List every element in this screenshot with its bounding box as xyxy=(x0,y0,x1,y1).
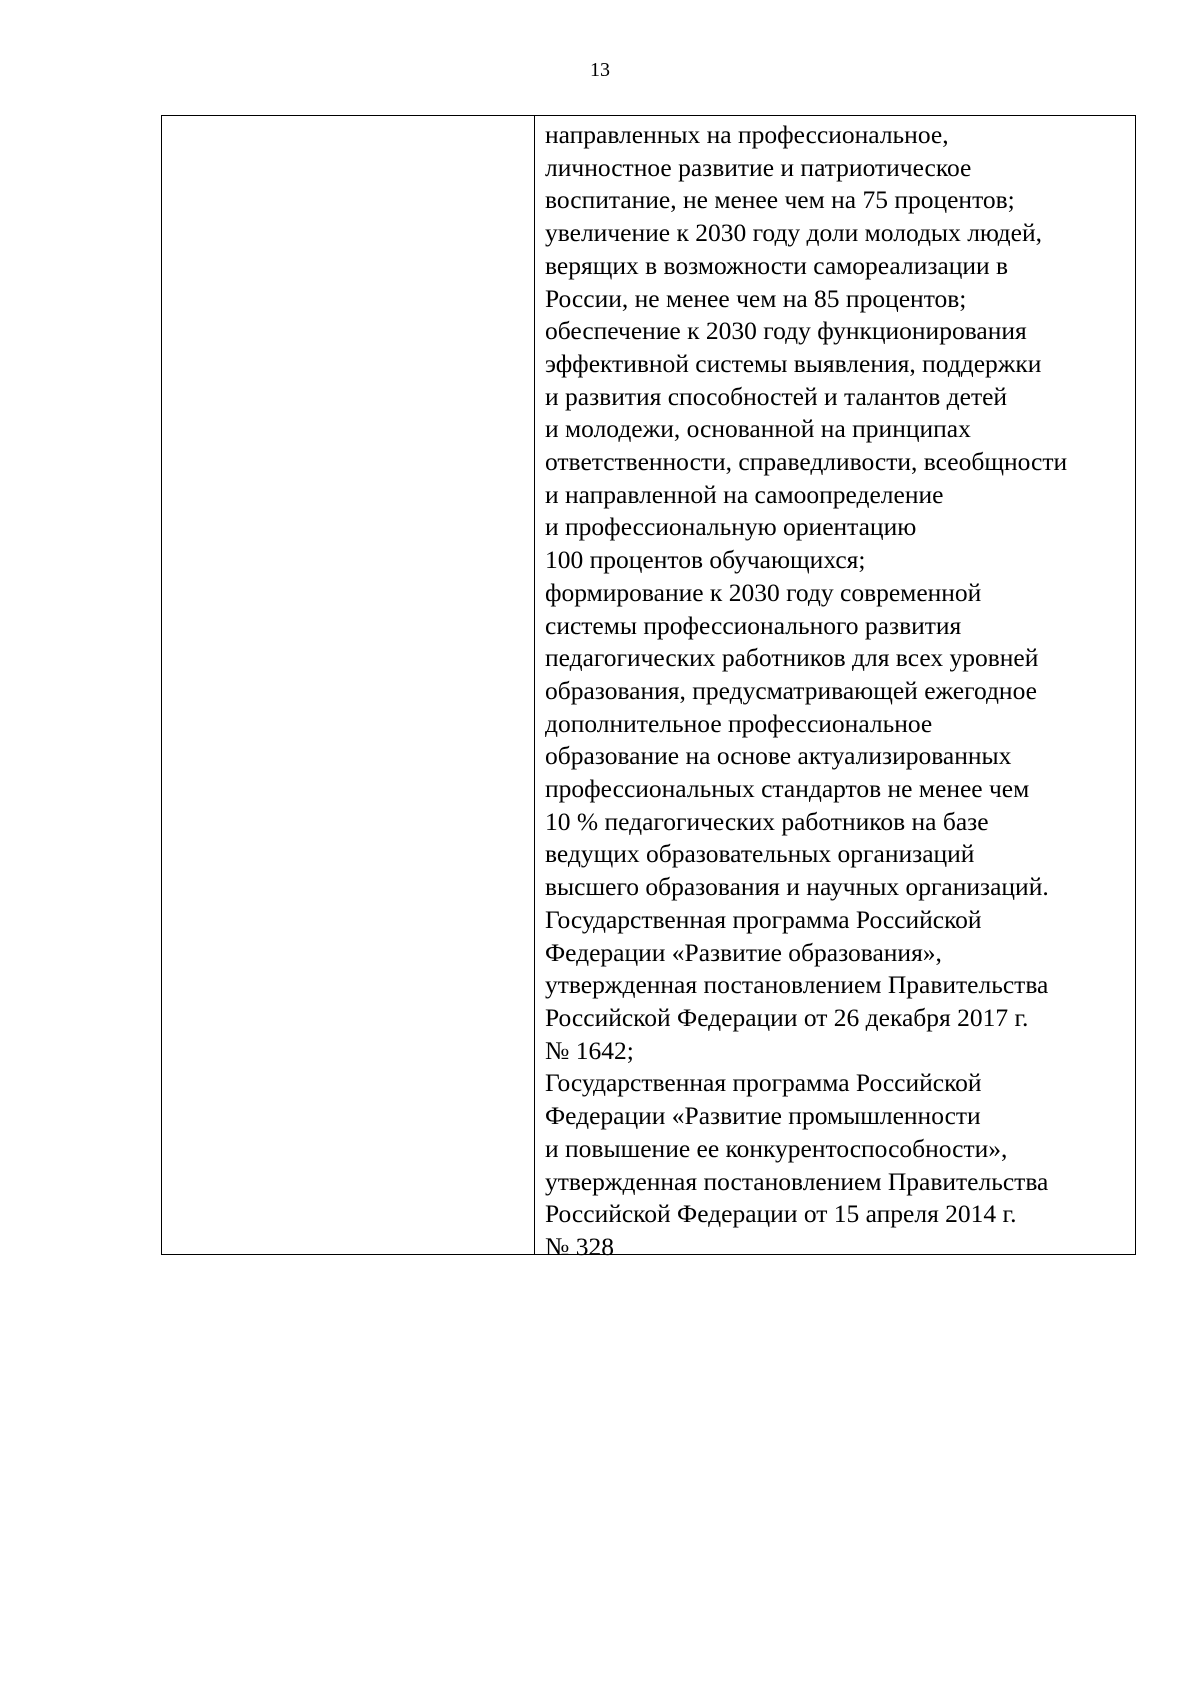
table-cell-right xyxy=(535,116,1135,1261)
text-line: и направленной на самоопределение xyxy=(545,479,944,509)
text-line: Государственная программа Российской xyxy=(545,904,982,934)
text-line: Федерации «Развитие промышленности xyxy=(545,1101,981,1131)
text-line: педагогических работников для всех уровней xyxy=(545,643,1039,673)
text-line: № 1642; xyxy=(545,1035,634,1065)
text-line: ведущих образовательных организаций xyxy=(545,839,975,869)
text-line: высшего образования и научных организаций. xyxy=(545,872,1049,902)
text-line: эффективной системы выявления, поддержки xyxy=(545,348,1042,378)
text-line: формирование к 2030 году современной xyxy=(545,577,982,607)
text-line: утвержденная постановлением Правительства xyxy=(545,970,1049,1000)
page-number: 13 xyxy=(590,59,610,81)
text-line: и профессиональную ориентацию xyxy=(545,512,917,542)
text-line: Федерации «Развитие образования», xyxy=(545,937,942,967)
text-line: Российской Федерации от 26 декабря 2017 г. xyxy=(545,1002,1029,1032)
text-line: системы профессионального развития xyxy=(545,610,962,640)
text-line: воспитание, не менее чем на 75 процентов; xyxy=(545,185,1015,215)
table-cell-left xyxy=(162,116,535,1254)
text-line: верящих в возможности самореализации в xyxy=(545,250,1009,280)
text-line: увеличение к 2030 году доли молодых людей, xyxy=(545,218,1042,248)
text-line: утвержденная постановлением Правительства xyxy=(545,1166,1049,1196)
text-line: личностное развитие и патриотическое xyxy=(545,152,972,182)
text-line: ответственности, справедливости, всеобщности xyxy=(545,447,1068,477)
text-line: и развития способностей и талантов детей xyxy=(545,381,1008,411)
text-line: профессиональных стандартов не менее чем xyxy=(545,774,1030,804)
text-line: направленных на профессиональное, xyxy=(545,120,949,149)
text-line: образование на основе актуализированных xyxy=(545,741,1012,771)
text-line: и повышение ее конкурентоспособности», xyxy=(545,1133,1008,1163)
text-line: и молодежи, основанной на принципах xyxy=(545,414,971,444)
text-line: России, не менее чем на 85 процентов; xyxy=(545,283,967,313)
text-line: образования, предусматривающей ежегодное xyxy=(545,675,1037,705)
text-line: № 328 xyxy=(545,1231,614,1261)
text-line: 10 % педагогических работников на базе xyxy=(545,806,989,836)
document-table xyxy=(161,115,1136,1261)
text-line: обеспечение к 2030 году функционирования xyxy=(545,316,1027,346)
text-line: 100 процентов обучающихся; xyxy=(545,545,866,575)
text-line: Российской Федерации от 15 апреля 2014 г. xyxy=(545,1199,1017,1229)
text-line: Государственная программа Российской xyxy=(545,1068,982,1098)
text-line: дополнительное профессиональное xyxy=(545,708,933,738)
